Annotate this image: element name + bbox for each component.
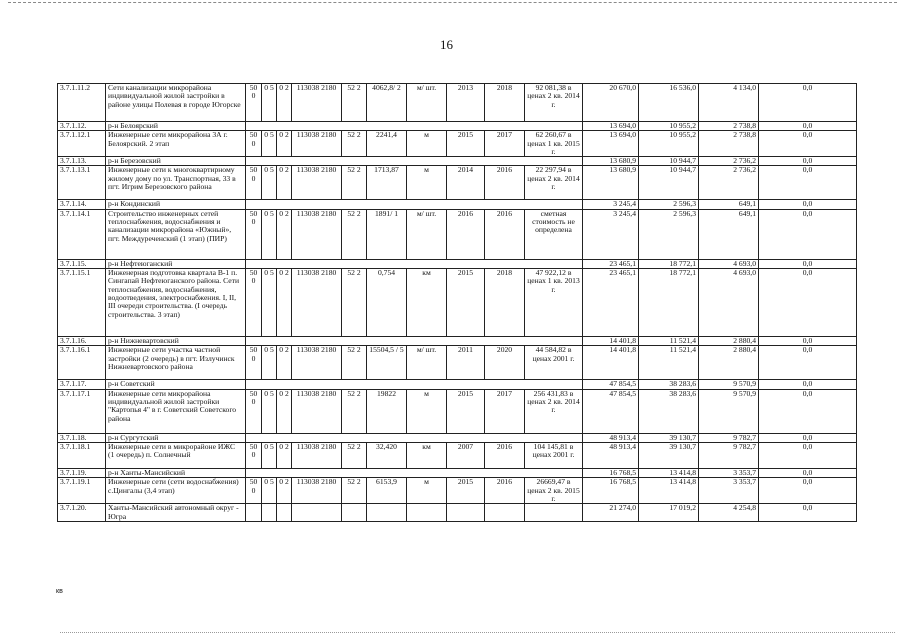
row-col-b: 0 5	[262, 442, 277, 468]
row-end-year: 2020	[485, 346, 525, 380]
row-value-2: 2 596,3	[639, 200, 699, 209]
row-quantity: 0,754	[367, 269, 407, 337]
row-name: Инженерные сети микрорайона индивидуальной жилой застройки "Картопья 4" в г. Советский Советского района	[106, 389, 246, 433]
row-value-4: 0,0	[759, 259, 857, 268]
row-value-3: 9 782,7	[699, 433, 759, 442]
row-code: 3.7.1.18.1	[58, 442, 106, 468]
table-row	[58, 166, 857, 200]
row-total: 3 245,4	[583, 200, 639, 209]
row-blank	[246, 259, 583, 268]
table-row	[58, 269, 857, 337]
row-start-year: 2007	[447, 442, 485, 468]
row-code: 3.7.1.19.	[58, 468, 106, 477]
table-row	[58, 346, 857, 380]
row-unit: м/ шт.	[407, 209, 447, 259]
row-col-c: 0 2	[277, 478, 292, 504]
row-name: р-н Советский	[106, 380, 246, 389]
row-blank	[246, 157, 583, 166]
row-value-2: 18 772,1	[639, 269, 699, 337]
row-unit: км	[407, 442, 447, 468]
row-col-e	[342, 504, 367, 522]
row-value-3: 2 880,4	[699, 346, 759, 380]
row-total: 14 401,8	[583, 346, 639, 380]
row-name: Инженерные сети участка частной застройки (2 очередь) в пгт. Излучинск Нижневартовского района	[106, 346, 246, 380]
district-row	[58, 259, 857, 268]
row-value-3: 2 738,8	[699, 122, 759, 131]
row-total: 13 680,9	[583, 166, 639, 200]
row-value-4: 0,0	[759, 346, 857, 380]
row-total: 48 913,4	[583, 433, 639, 442]
row-col-a: 50 0	[246, 478, 262, 504]
row-value-4: 0,0	[759, 122, 857, 131]
row-col-a: 50 0	[246, 442, 262, 468]
row-start-year: 2015	[447, 478, 485, 504]
row-estimated-cost: 62 260,67 в ценах 1 кв. 2015 г.	[525, 131, 583, 157]
row-value-2: 13 414,8	[639, 478, 699, 504]
row-value-2: 10 955,2	[639, 122, 699, 131]
row-blank	[246, 380, 583, 389]
row-total: 21 274,0	[583, 504, 639, 522]
page-number: 16	[440, 37, 453, 52]
row-value-3: 2 736,2	[699, 166, 759, 200]
row-quantity: 15504,5 / 5	[367, 346, 407, 380]
page-mark: кв	[56, 588, 63, 595]
district-row	[58, 468, 857, 477]
row-col-b: 0 5	[262, 166, 277, 200]
row-value-2: 38 283,6	[639, 380, 699, 389]
row-total: 16 768,5	[583, 468, 639, 477]
row-name: р-н Березовский	[106, 157, 246, 166]
row-code: 3.7.1.11.2	[58, 84, 106, 122]
row-value-2: 11 521,4	[639, 337, 699, 346]
district-row	[58, 433, 857, 442]
row-col-a: 50 0	[246, 346, 262, 380]
row-quantity: 32,420	[367, 442, 407, 468]
row-name: р-н Сургутский	[106, 433, 246, 442]
row-blank	[246, 200, 583, 209]
row-value-4: 0,0	[759, 166, 857, 200]
row-name: р-н Нижневартовский	[106, 337, 246, 346]
district-row	[58, 380, 857, 389]
row-blank	[246, 433, 583, 442]
row-col-b: 0 5	[262, 131, 277, 157]
row-start-year: 2016	[447, 209, 485, 259]
row-col-e: 52 2	[342, 84, 367, 122]
row-value-4: 0,0	[759, 478, 857, 504]
row-col-e: 52 2	[342, 131, 367, 157]
row-col-c: 0 2	[277, 346, 292, 380]
row-code: 3.7.1.16.1	[58, 346, 106, 380]
row-end-year: 2016	[485, 209, 525, 259]
row-col-c: 0 2	[277, 209, 292, 259]
row-value-3: 9 570,9	[699, 389, 759, 433]
row-start-year: 2013	[447, 84, 485, 122]
row-value-3: 3 353,7	[699, 468, 759, 477]
row-start-year: 2011	[447, 346, 485, 380]
row-value-4: 0,0	[759, 84, 857, 122]
row-value-2: 17 019,2	[639, 504, 699, 522]
row-col-e: 52 2	[342, 389, 367, 433]
row-end-year: 2018	[485, 84, 525, 122]
row-code: 3.7.1.13.	[58, 157, 106, 166]
row-name: р-н Нефтеюганский	[106, 259, 246, 268]
row-blank	[246, 122, 583, 131]
row-end-year: 2016	[485, 478, 525, 504]
row-value-3: 2 738,8	[699, 131, 759, 157]
row-value-2: 11 521,4	[639, 346, 699, 380]
row-code: 3.7.1.19.1	[58, 478, 106, 504]
row-code: 3.7.1.15.	[58, 259, 106, 268]
row-col-e: 52 2	[342, 269, 367, 337]
district-row	[58, 337, 857, 346]
row-value-4: 0,0	[759, 442, 857, 468]
row-value-4: 0,0	[759, 200, 857, 209]
row-col-b: 0 5	[262, 346, 277, 380]
row-col-b	[262, 504, 277, 522]
row-value-2: 10 955,2	[639, 131, 699, 157]
row-start-year: 2015	[447, 389, 485, 433]
scan-bottom-edge	[60, 632, 895, 633]
row-total: 48 913,4	[583, 442, 639, 468]
row-value-3: 4 693,0	[699, 269, 759, 337]
row-col-c: 0 2	[277, 269, 292, 337]
row-start-year: 2014	[447, 166, 485, 200]
row-col-c: 0 2	[277, 84, 292, 122]
row-code: 3.7.1.17.	[58, 380, 106, 389]
row-col-d	[292, 504, 342, 522]
row-name: Строительство инженерных сетей теплоснабжения, водоснабжения и канализации микрорайона «Южный», пгт. Междуреченский (1 этап) (ПИР)	[106, 209, 246, 259]
table-row	[58, 209, 857, 259]
row-total: 23 465,1	[583, 269, 639, 337]
row-code: 3.7.1.20.	[58, 504, 106, 522]
row-value-3: 2 736,2	[699, 157, 759, 166]
row-blank	[246, 337, 583, 346]
row-estimated-cost: 26669,47 в ценах 2 кв. 2015 г.	[525, 478, 583, 504]
row-value-3: 9 782,7	[699, 442, 759, 468]
row-name: Ханты-Мансийский автономный округ - Югра	[106, 504, 246, 522]
row-col-d: 113038 2180	[292, 269, 342, 337]
row-start-year: 2015	[447, 131, 485, 157]
row-value-2: 16 536,0	[639, 84, 699, 122]
row-col-d: 113038 2180	[292, 442, 342, 468]
row-value-2: 39 130,7	[639, 442, 699, 468]
scan-top-edge	[8, 2, 897, 3]
row-col-c	[277, 504, 292, 522]
budget-table	[57, 83, 857, 522]
row-total: 13 694,0	[583, 131, 639, 157]
row-estimated-cost: 22 297,94 в ценах 2 кв. 2014 г.	[525, 166, 583, 200]
row-value-3: 4 254,8	[699, 504, 759, 522]
row-estimated-cost: 104 145,81 в ценах 2001 г.	[525, 442, 583, 468]
row-unit: м	[407, 478, 447, 504]
row-col-c: 0 2	[277, 389, 292, 433]
row-value-3: 2 880,4	[699, 337, 759, 346]
row-unit	[407, 504, 447, 522]
row-total: 23 465,1	[583, 259, 639, 268]
row-quantity: 1713,87	[367, 166, 407, 200]
row-total: 14 401,8	[583, 337, 639, 346]
row-name: Инженерные сети к многоквартирному жилому дому по ул. Транспортная, 33 в пгт. Игрим Березовского района	[106, 166, 246, 200]
table-row	[58, 84, 857, 122]
row-estimated-cost: 256 431,83 в ценах 2 кв. 2014 г.	[525, 389, 583, 433]
row-unit: км	[407, 269, 447, 337]
row-quantity: 4062,8/ 2	[367, 84, 407, 122]
row-total: 16 768,5	[583, 478, 639, 504]
row-value-2: 10 944,7	[639, 166, 699, 200]
row-total: 13 680,9	[583, 157, 639, 166]
row-quantity: 1891/ 1	[367, 209, 407, 259]
row-unit: м	[407, 389, 447, 433]
row-value-4: 0,0	[759, 269, 857, 337]
district-row	[58, 157, 857, 166]
row-col-a: 50 0	[246, 84, 262, 122]
row-code: 3.7.1.12.1	[58, 131, 106, 157]
row-col-a: 50 0	[246, 166, 262, 200]
row-value-3: 649,1	[699, 200, 759, 209]
row-code: 3.7.1.17.1	[58, 389, 106, 433]
row-quantity: 6153,9	[367, 478, 407, 504]
row-col-c: 0 2	[277, 131, 292, 157]
row-end-year: 2016	[485, 442, 525, 468]
row-quantity	[367, 504, 407, 522]
row-value-4: 0,0	[759, 504, 857, 522]
row-estimated-cost: 92 081,38 в ценах 2 кв. 2014 г.	[525, 84, 583, 122]
row-value-4: 0,0	[759, 433, 857, 442]
row-col-b: 0 5	[262, 478, 277, 504]
row-value-2: 2 596,3	[639, 209, 699, 259]
row-blank	[246, 468, 583, 477]
table-row	[58, 442, 857, 468]
row-code: 3.7.1.13.1	[58, 166, 106, 200]
row-unit: м/ шт.	[407, 346, 447, 380]
row-unit: м	[407, 131, 447, 157]
row-col-e: 52 2	[342, 209, 367, 259]
row-code: 3.7.1.16.	[58, 337, 106, 346]
row-quantity: 19822	[367, 389, 407, 433]
table-body	[58, 84, 857, 522]
row-col-c: 0 2	[277, 442, 292, 468]
row-quantity: 2241,4	[367, 131, 407, 157]
row-col-d: 113038 2180	[292, 478, 342, 504]
row-estimated-cost: сметная стоимость не определена	[525, 209, 583, 259]
row-value-4: 0,0	[759, 209, 857, 259]
row-end-year	[485, 504, 525, 522]
table-row	[58, 131, 857, 157]
row-start-year	[447, 504, 485, 522]
row-code: 3.7.1.14.	[58, 200, 106, 209]
row-value-2: 39 130,7	[639, 433, 699, 442]
row-col-e: 52 2	[342, 478, 367, 504]
row-value-3: 4 693,0	[699, 259, 759, 268]
row-col-a: 50 0	[246, 269, 262, 337]
row-col-a: 50 0	[246, 209, 262, 259]
row-total: 47 854,5	[583, 380, 639, 389]
row-value-4: 0,0	[759, 468, 857, 477]
row-name: Инженерные сети микрорайона 3А г. Белоярский. 2 этап	[106, 131, 246, 157]
row-value-3: 3 353,7	[699, 478, 759, 504]
row-estimated-cost	[525, 504, 583, 522]
row-col-d: 113038 2180	[292, 209, 342, 259]
row-name: Инженерная подготовка квартала В-1 п. Сингапай Нефтеюганского района. Сети теплоснабжения, водоснабжения, водоотведения, электроснабжения. I, II, III очереди строительства. (I очередь строительства. 3 этап)	[106, 269, 246, 337]
row-total: 13 694,0	[583, 122, 639, 131]
row-end-year: 2016	[485, 166, 525, 200]
row-col-b: 0 5	[262, 84, 277, 122]
row-col-c: 0 2	[277, 166, 292, 200]
row-end-year: 2018	[485, 269, 525, 337]
row-col-d: 113038 2180	[292, 84, 342, 122]
row-name: Сети канализации микрорайона индивидуальной жилой застройки в районе улицы Полевая в городе Югорске	[106, 84, 246, 122]
table-row	[58, 389, 857, 433]
row-value-2: 10 944,7	[639, 157, 699, 166]
row-total: 47 854,5	[583, 389, 639, 433]
district-row	[58, 200, 857, 209]
row-value-4: 0,0	[759, 131, 857, 157]
table-row	[58, 478, 857, 504]
row-value-4: 0,0	[759, 380, 857, 389]
row-col-b: 0 5	[262, 209, 277, 259]
row-unit: м	[407, 166, 447, 200]
row-estimated-cost: 47 922,12 в ценах 1 кв. 2013 г.	[525, 269, 583, 337]
row-end-year: 2017	[485, 389, 525, 433]
row-col-d: 113038 2180	[292, 389, 342, 433]
row-name: Инженерные сети в микрорайоне ИЖС (1 очередь) п. Солнечный	[106, 442, 246, 468]
row-end-year: 2017	[485, 131, 525, 157]
row-col-d: 113038 2180	[292, 346, 342, 380]
row-col-e: 52 2	[342, 166, 367, 200]
row-value-2: 18 772,1	[639, 259, 699, 268]
row-col-d: 113038 2180	[292, 131, 342, 157]
row-value-4: 0,0	[759, 157, 857, 166]
row-estimated-cost: 44 584,82 в ценах 2001 г.	[525, 346, 583, 380]
row-value-3: 649,1	[699, 209, 759, 259]
row-name: р-н Белоярский	[106, 122, 246, 131]
row-col-b: 0 5	[262, 389, 277, 433]
district-row	[58, 122, 857, 131]
row-code: 3.7.1.15.1	[58, 269, 106, 337]
row-code: 3.7.1.12.	[58, 122, 106, 131]
row-value-3: 9 570,9	[699, 380, 759, 389]
row-name: р-н Кондинский	[106, 200, 246, 209]
row-total: 20 670,0	[583, 84, 639, 122]
row-value-4: 0,0	[759, 389, 857, 433]
table-row	[58, 504, 857, 522]
row-start-year: 2015	[447, 269, 485, 337]
row-name: р-н Ханты-Мансийский	[106, 468, 246, 477]
row-col-e: 52 2	[342, 346, 367, 380]
row-code: 3.7.1.14.1	[58, 209, 106, 259]
row-col-a: 50 0	[246, 131, 262, 157]
row-value-3: 4 134,0	[699, 84, 759, 122]
row-value-2: 13 414,8	[639, 468, 699, 477]
row-col-e: 52 2	[342, 442, 367, 468]
row-col-a: 50 0	[246, 389, 262, 433]
row-value-4: 0,0	[759, 337, 857, 346]
row-name: Инженерные сети (сети водоснабжения) с.Цингалы (3,4 этап)	[106, 478, 246, 504]
row-col-d: 113038 2180	[292, 166, 342, 200]
row-col-b: 0 5	[262, 269, 277, 337]
row-col-a	[246, 504, 262, 522]
row-code: 3.7.1.18.	[58, 433, 106, 442]
row-total: 3 245,4	[583, 209, 639, 259]
row-unit: м/ шт.	[407, 84, 447, 122]
row-value-2: 38 283,6	[639, 389, 699, 433]
